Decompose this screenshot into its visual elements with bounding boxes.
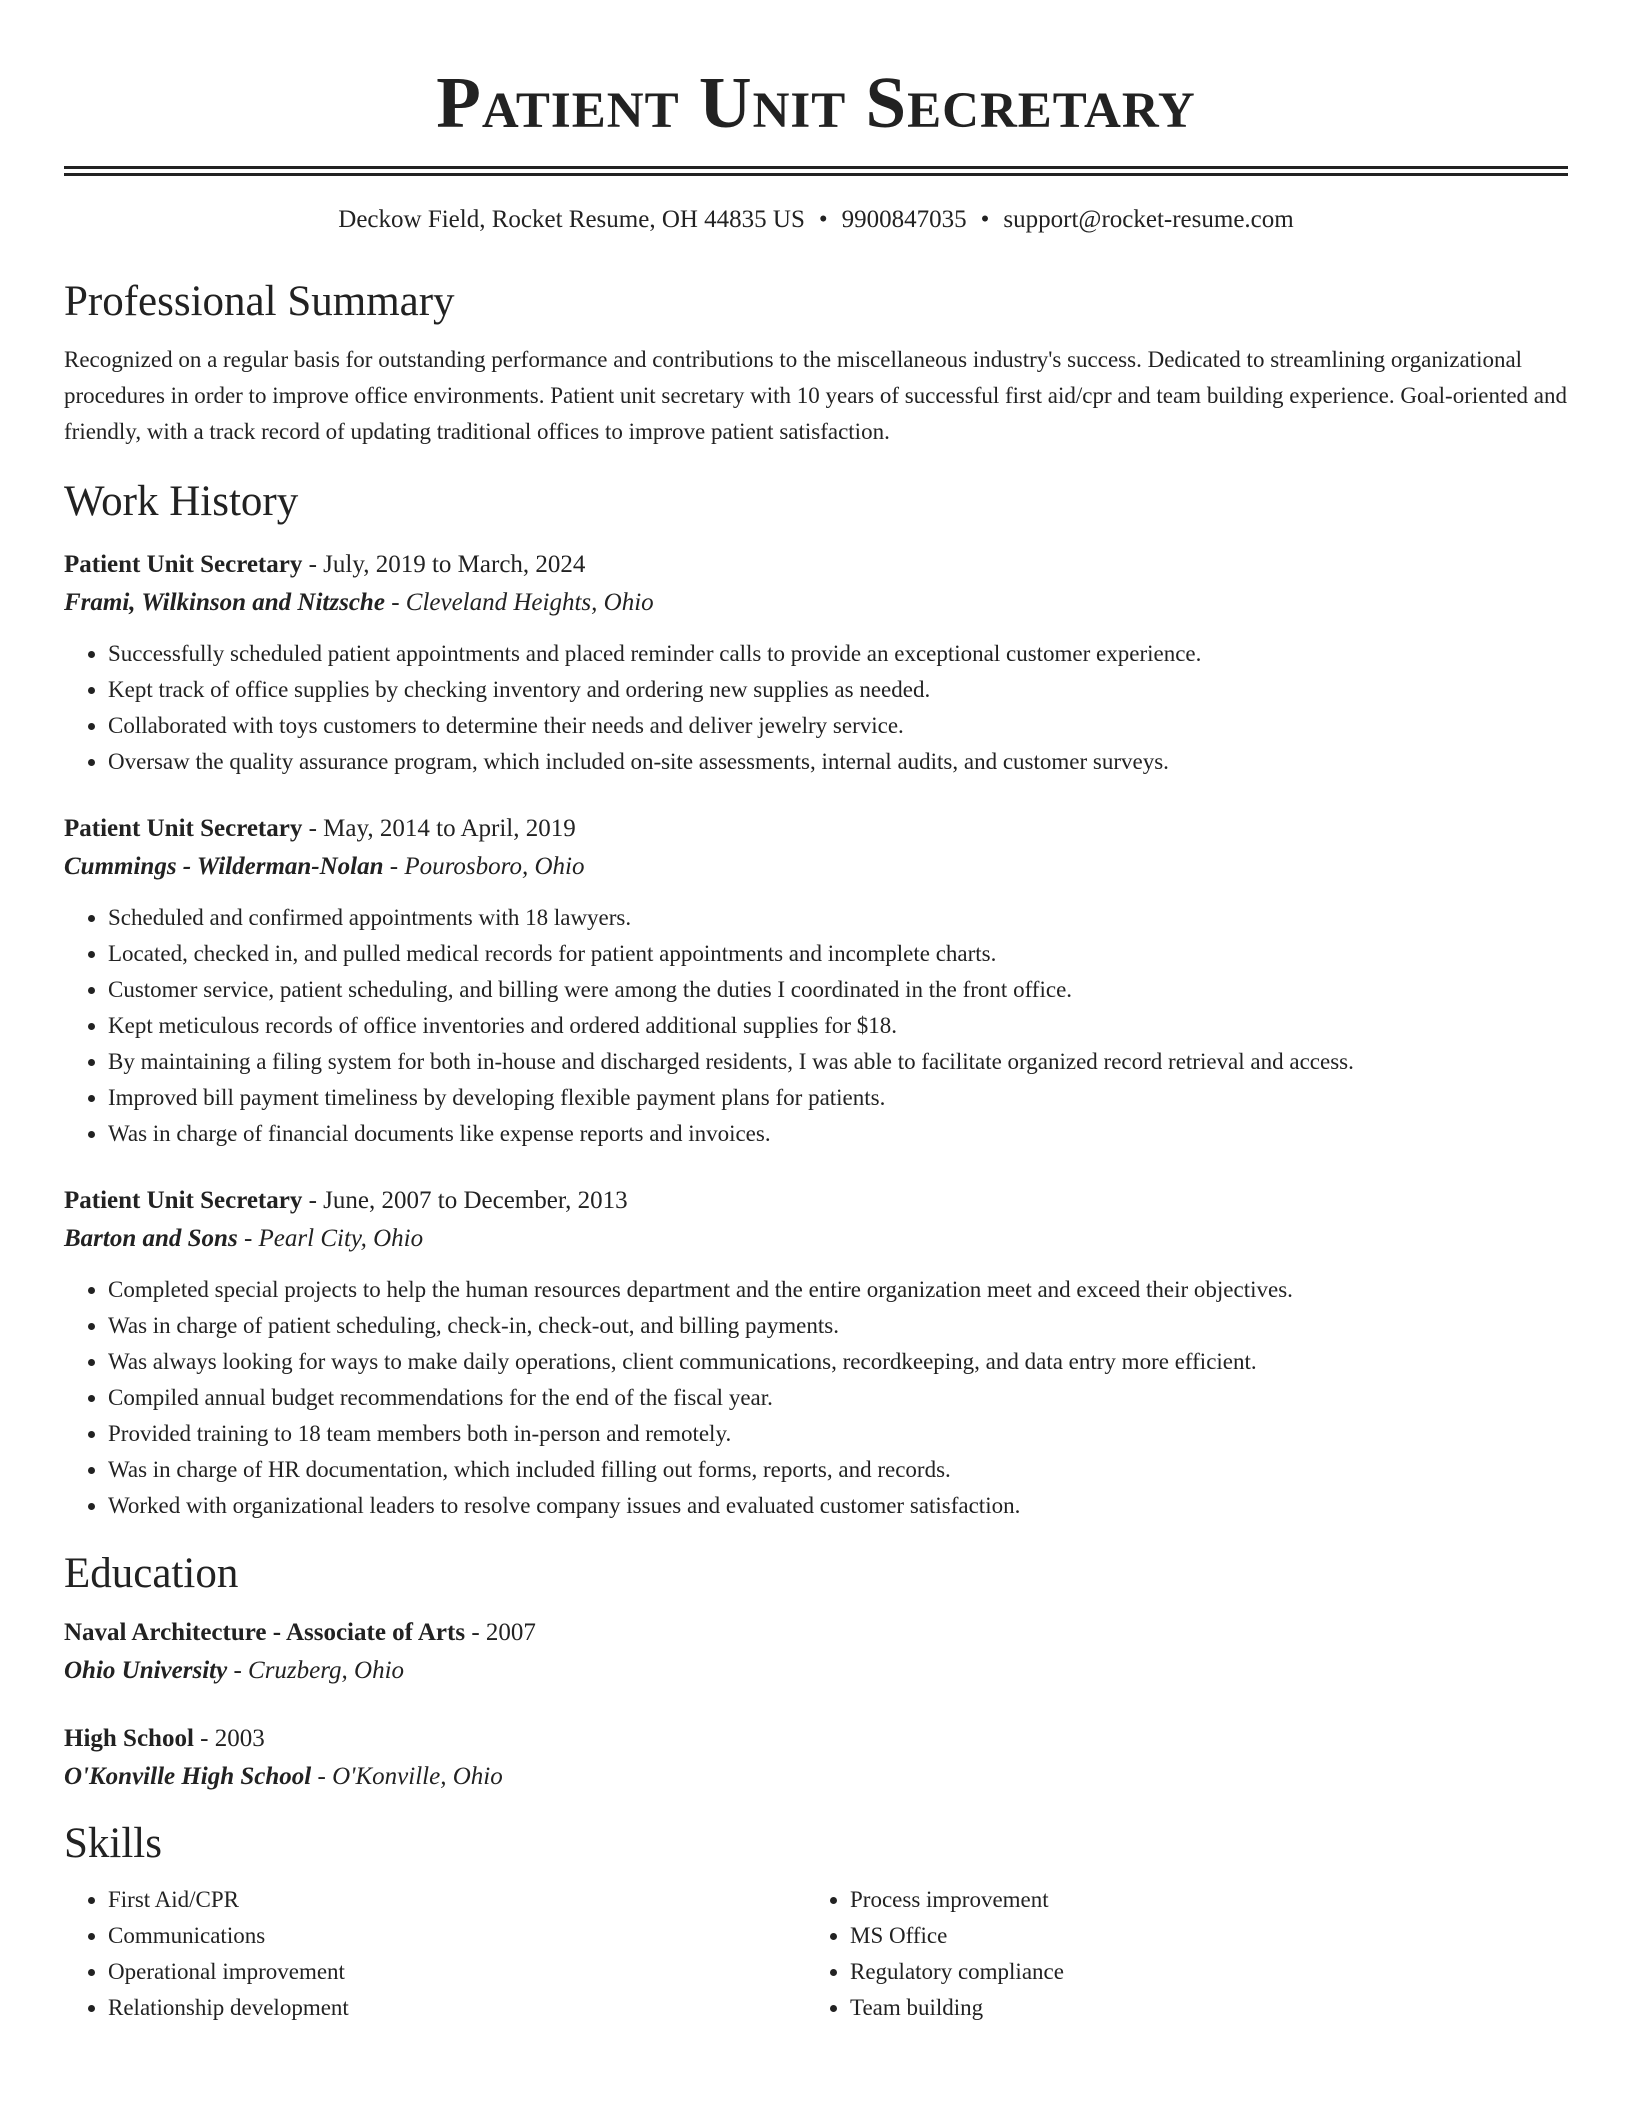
summary-text: Recognized on a regular basis for outstanding performance and contributions to the miscellaneous industry's success. Dedicated to streamlining organizational procedures in order to improve office environments. Patient unit secretary with 10 years of successful first aid/cpr and team building experience. Goal-oriented and friendly, with a track record of updating traditional offices to improve patient satisfaction. [64, 347, 1568, 444]
summary-heading: Professional Summary [64, 278, 455, 325]
job-bullet: • Located, checked in, and pulled medical records for patient appointments and incomplete charts. [108, 936, 1568, 972]
job-role: Patient Unit Secretary [64, 551, 303, 578]
education-school: O'Konville High School [64, 1763, 312, 1790]
job-bullet: • Was in charge of patient scheduling, check-in, check-out, and billing payments. [108, 1308, 1568, 1344]
education-entry [64, 1614, 1568, 1690]
education-year: - 2007 [465, 1619, 536, 1646]
skills-column-right [806, 1882, 1548, 2026]
skill-item: • Relationship development [108, 1990, 806, 2026]
job-bullet: • Was in charge of HR documentation, which included filling out forms, reports, and records. [108, 1452, 1568, 1488]
education-location: - O'Konville, Ohio [311, 1763, 503, 1790]
job-bullet: • Customer service, patient scheduling, and billing were among the duties I coordinated in the front office. [108, 972, 1568, 1008]
education-school-line [64, 1652, 1568, 1690]
job-dates: - July, 2019 to March, 2024 [302, 551, 586, 578]
education-location: - Cruzberg, Ohio [227, 1657, 405, 1684]
job-company-line [64, 1220, 1568, 1258]
job-bullet: • By maintaining a filing system for both in-house and discharged residents, I was able to facilitate organized record retrieval and access. [108, 1044, 1568, 1080]
job-bullet: • Scheduled and confirmed appointments with 18 lawyers. [108, 900, 1568, 936]
skill-item: • Process improvement [850, 1882, 1548, 1918]
job-bullet: • Oversaw the quality assurance program, which included on-site assessments, internal audits, and customer surveys. [108, 744, 1568, 780]
job-bullets [64, 900, 1568, 1152]
job-bullet: • Kept track of office supplies by checking inventory and ordering new supplies as needed. [108, 672, 1568, 708]
job-bullet: • Successfully scheduled patient appointments and placed reminder calls to provide an exceptional customer experience. [108, 636, 1568, 672]
job-company-line [64, 848, 1568, 886]
skills-column-left [64, 1882, 806, 2026]
contact-line [64, 204, 1568, 236]
job-role-line [64, 1182, 1568, 1220]
work-history-heading: Work History [64, 478, 299, 525]
job-bullets [64, 1272, 1568, 1524]
education-school-line [64, 1758, 1568, 1796]
education-heading: Education [64, 1550, 239, 1597]
skill-item: • Operational improvement [108, 1954, 806, 1990]
education-degree: High School [64, 1725, 194, 1752]
job-bullet: • Provided training to 18 team members both in-person and remotely. [108, 1416, 1568, 1452]
job-bullet: • Completed special projects to help the human resources department and the entire organization meet and exceed their objectives. [108, 1272, 1568, 1308]
resume-name: Patient Unit Secretary [436, 62, 1196, 143]
job-location: - Cleveland Heights, Ohio [384, 589, 654, 616]
contact-separator: • [818, 206, 828, 233]
job-dates: - June, 2007 to December, 2013 [302, 1187, 628, 1214]
job-company: Barton and Sons [64, 1225, 238, 1252]
skills-grid [64, 1882, 1568, 2026]
job-dates: - May, 2014 to April, 2019 [302, 815, 576, 842]
job-role: Patient Unit Secretary [64, 815, 303, 842]
contact-address: Deckow Field, Rocket Resume, OH 44835 US [338, 206, 805, 233]
education-school: Ohio University [64, 1657, 228, 1684]
education-degree-line [64, 1720, 1568, 1758]
education-entry [64, 1720, 1568, 1796]
job-bullet: • Collaborated with toys customers to determine their needs and deliver jewelry service. [108, 708, 1568, 744]
contact-phone: 9900847035 [841, 206, 967, 233]
job-company: Frami, Wilkinson and Nitzsche [64, 589, 385, 616]
education-degree: Naval Architecture - Associate of Arts [64, 1619, 466, 1646]
job-location: - Pearl City, Ohio [237, 1225, 424, 1252]
skill-item: • Communications [108, 1918, 806, 1954]
skill-item: • Regulatory compliance [850, 1954, 1548, 1990]
education-degree-line [64, 1614, 1568, 1652]
job-entry [64, 810, 1568, 1152]
header-double-rule [64, 166, 1568, 176]
job-bullets [64, 636, 1568, 780]
job-entry [64, 546, 1568, 780]
job-bullet: • Improved bill payment timeliness by developing flexible payment plans for patients. [108, 1080, 1568, 1116]
job-role-line [64, 810, 1568, 848]
job-company-line [64, 584, 1568, 622]
job-bullet: • Compiled annual budget recommendations for the end of the fiscal year. [108, 1380, 1568, 1416]
job-role: Patient Unit Secretary [64, 1187, 303, 1214]
job-entry [64, 1182, 1568, 1524]
job-bullet: • Was in charge of financial documents like expense reports and invoices. [108, 1116, 1568, 1152]
education-year: - 2003 [193, 1725, 265, 1752]
job-bullet: • Worked with organizational leaders to resolve company issues and evaluated customer satisfaction. [108, 1488, 1568, 1524]
skill-item: • MS Office [850, 1918, 1548, 1954]
skill-item: • Team building [850, 1990, 1548, 2026]
job-bullet: • Was always looking for ways to make daily operations, client communications, recordkeeping, and data entry more efficient. [108, 1344, 1568, 1380]
job-location: - Pourosboro, Ohio [383, 853, 585, 880]
skills-heading: Skills [64, 1820, 162, 1867]
contact-email: support@rocket-resume.com [1003, 206, 1294, 233]
job-role-line [64, 546, 1568, 584]
skill-item: • First Aid/CPR [108, 1882, 806, 1918]
job-company: Cummings - Wilderman-Nolan [64, 853, 384, 880]
job-bullet: • Kept meticulous records of office inventories and ordered additional supplies for $18. [108, 1008, 1568, 1044]
contact-separator: • [980, 206, 990, 233]
